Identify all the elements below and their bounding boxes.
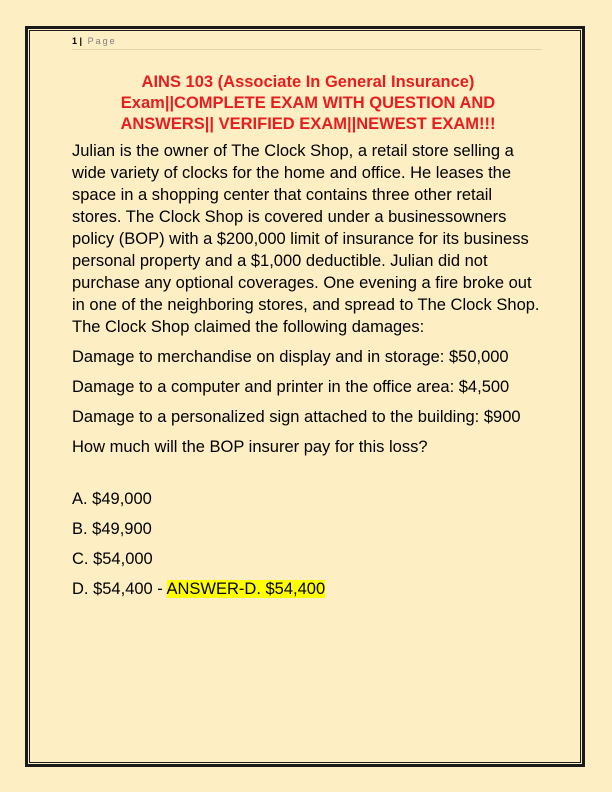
option-d-text: D. $54,400 - xyxy=(72,580,163,598)
damage-item-merchandise: Damage to merchandise on display and in storage: $50,000 xyxy=(72,348,509,366)
damage-item-sign: Damage to a personalized sign attached to the building: $900 xyxy=(72,408,521,426)
title-line-2: Exam||COMPLETE EXAM WITH QUESTION AND xyxy=(120,94,496,112)
question-scenario: Julian is the owner of The Clock Shop, a retail store selling a wide variety of clocks for the home and office. He leases the space in a shopping center that contains three other retail stores. The Clock Shop is covered under a businessowners policy (BOP) with a $200,000 limit of insurance for its business personal property and a $1,000 deductible. Julian did not purchase any optional coverages. One evening a fire broke out in one of the neighboring stores, and spread to The Clock Shop. The Clock Shop claimed the following damages: xyxy=(72,142,540,336)
document-body xyxy=(72,72,544,608)
document-title xyxy=(72,72,544,135)
option-d xyxy=(72,578,544,600)
spacer xyxy=(72,466,544,488)
page-separator: | xyxy=(79,36,83,46)
title-line-1: AINS 103 (Associate In General Insurance) xyxy=(141,73,475,91)
highlighted-answer: ANSWER-D. $54,400 xyxy=(166,580,326,598)
page-number: 1 xyxy=(72,36,78,46)
damage-item-computer: Damage to a computer and printer in the office area: $4,500 xyxy=(72,378,510,396)
option-b: B. $49,900 xyxy=(72,520,152,538)
option-a: A. $49,000 xyxy=(72,490,152,508)
option-c: C. $54,000 xyxy=(72,550,153,568)
page-header xyxy=(72,36,542,50)
page-label: Page xyxy=(87,36,117,46)
question-prompt: How much will the BOP insurer pay for this loss? xyxy=(72,438,428,456)
title-line-3: ANSWERS|| VERIFIED EXAM||NEWEST EXAM!!! xyxy=(120,115,496,133)
